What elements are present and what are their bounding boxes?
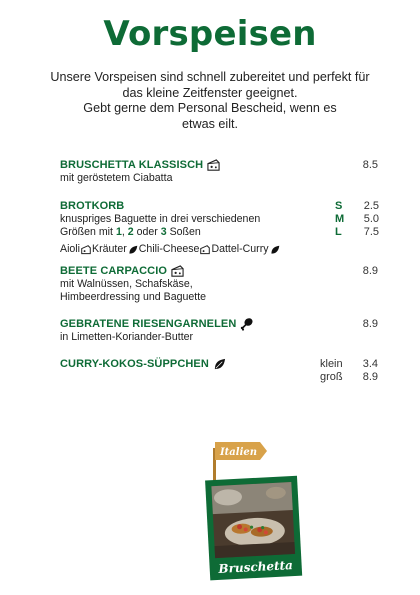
item-price: 8.9 <box>362 318 378 330</box>
brotkorb-sizes <box>335 200 379 240</box>
menu-item-riesengarnelen <box>60 317 380 344</box>
size-row: L 7.5 <box>335 226 379 239</box>
chicken-leg-icon <box>240 317 254 331</box>
item-description: mit Walnüssen, Schafskäse, <box>60 278 193 290</box>
size-row: klein 3.4 <box>320 358 378 370</box>
size-row: S 2.5 <box>335 200 379 212</box>
item-description: knuspriges Baguette in drei verschiedenen <box>60 213 261 225</box>
menu-item-beete-carpaccio <box>60 264 380 304</box>
intro-line: etwas eilt. <box>182 116 238 131</box>
item-price: 8.5 <box>362 159 378 171</box>
item-name: CURRY-KOKOS-SÜPPCHEN <box>60 358 209 370</box>
page-title: Vorspeisen <box>103 14 317 54</box>
soup-sizes <box>320 358 378 384</box>
card-caption: Bruschetta <box>218 558 294 576</box>
intro-text <box>40 70 380 132</box>
sauce-name: Aioli <box>60 243 81 256</box>
item-description: mit geröstetem Ciabatta <box>60 172 173 184</box>
leaf-icon <box>128 245 138 255</box>
item-name: BROTKORB <box>60 200 125 212</box>
size-row: M 5.0 <box>335 213 379 226</box>
item-name: GEBRATENE RIESENGARNELEN <box>60 318 237 330</box>
intro-line: Gebt gerne dem Personal Bescheid, wenn es <box>83 101 337 115</box>
flag-label: Italien <box>220 447 258 458</box>
intro-line: das kleine Zeitfenster geeignet. <box>122 85 298 100</box>
bruschetta-card <box>200 440 310 585</box>
item-price: 8.9 <box>362 265 378 277</box>
cheese-icon <box>171 265 184 278</box>
menu-item-bruschetta <box>60 158 380 185</box>
leaf-icon <box>213 358 226 371</box>
sauce-name: Dattel-Curry <box>211 243 269 256</box>
sauce-name: Kräuter <box>92 243 127 256</box>
menu-item-brotkorb <box>60 199 380 257</box>
item-name: BRUSCHETTA KLASSISCH <box>60 159 204 171</box>
sauce-list <box>60 243 281 256</box>
cheese-icon <box>81 245 91 255</box>
intro-line: Unsere Vorspeisen sind schnell zubereitet und perfekt für <box>50 70 370 84</box>
size-row: groß 8.9 <box>320 371 378 383</box>
sauce-name: Chili-Cheese <box>138 243 200 256</box>
leaf-icon <box>270 245 280 255</box>
cheese-icon <box>207 159 220 172</box>
item-description: in Limetten-Koriander-Butter <box>60 331 194 343</box>
cheese-icon <box>200 245 210 255</box>
item-description: Himbeerdressing und Baguette <box>60 291 207 304</box>
item-description-sizes: Größen mit 1, 2 oder 3 Soßen <box>60 226 201 239</box>
item-name: BEETE CARPACCIO <box>60 265 168 277</box>
